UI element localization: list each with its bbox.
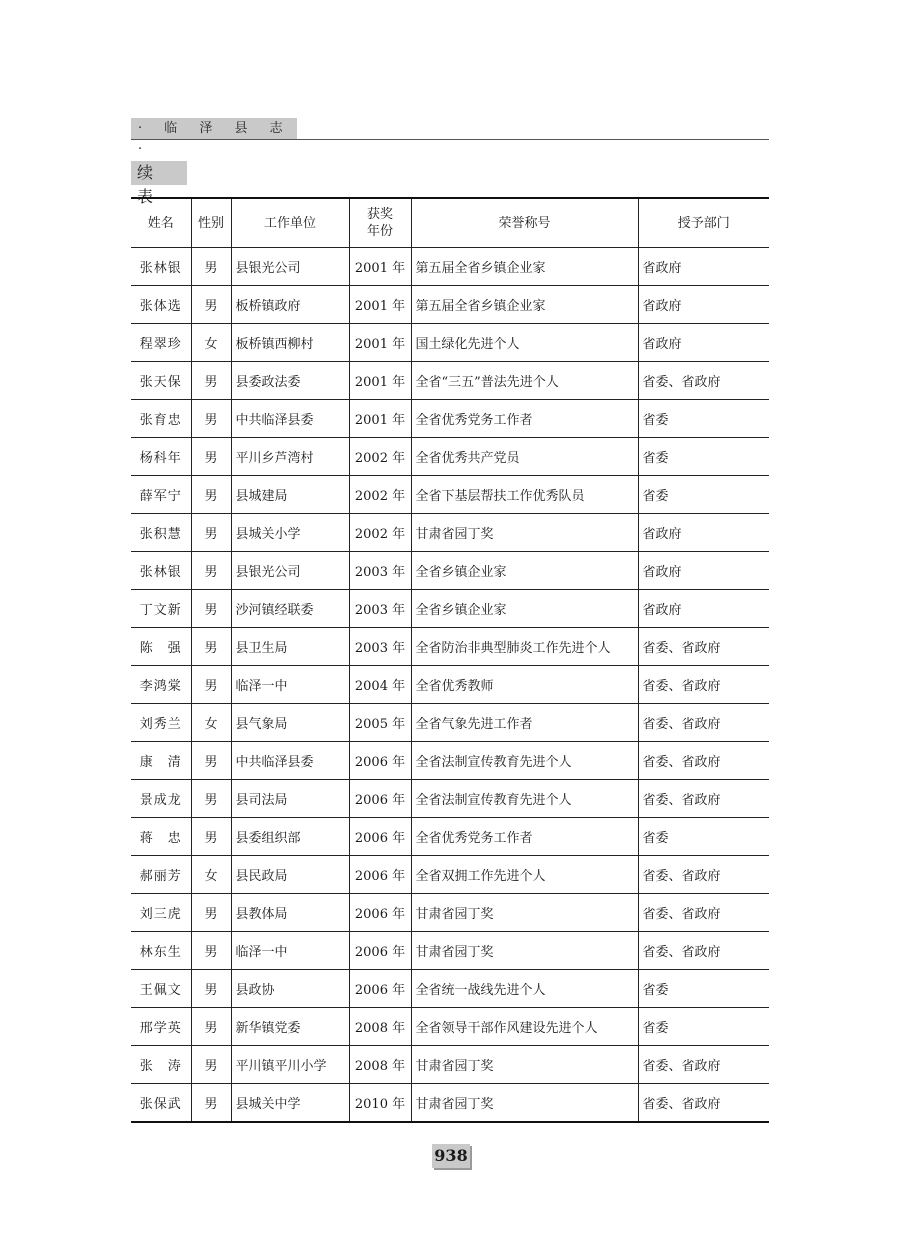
cell-year: 2001 年 bbox=[349, 286, 411, 324]
cell-name: 张体选 bbox=[131, 286, 191, 324]
continued-label: 续 表 bbox=[131, 161, 187, 185]
cell-name: 陈 强 bbox=[131, 628, 191, 666]
cell-sex: 女 bbox=[191, 324, 231, 362]
cell-dept: 省委、省政府 bbox=[638, 704, 769, 742]
cell-unit: 县民政局 bbox=[231, 856, 349, 894]
cell-year: 2003 年 bbox=[349, 628, 411, 666]
cell-title: 全省法制宣传教育先进个人 bbox=[411, 742, 638, 780]
cell-unit: 中共临泽县委 bbox=[231, 400, 349, 438]
table-row bbox=[131, 742, 769, 780]
column-header-dept: 授予部门 bbox=[638, 198, 769, 248]
table-row bbox=[131, 248, 769, 286]
cell-sex: 男 bbox=[191, 1008, 231, 1046]
cell-unit: 县城关小学 bbox=[231, 514, 349, 552]
cell-name: 林东生 bbox=[131, 932, 191, 970]
cell-name: 张林银 bbox=[131, 552, 191, 590]
cell-sex: 男 bbox=[191, 1084, 231, 1123]
cell-name: 刘三虎 bbox=[131, 894, 191, 932]
table-row bbox=[131, 970, 769, 1008]
cell-year: 2001 年 bbox=[349, 248, 411, 286]
cell-title: 第五届全省乡镇企业家 bbox=[411, 248, 638, 286]
cell-dept: 省委、省政府 bbox=[638, 856, 769, 894]
cell-dept: 省政府 bbox=[638, 552, 769, 590]
cell-dept: 省委、省政府 bbox=[638, 894, 769, 932]
cell-unit: 县卫生局 bbox=[231, 628, 349, 666]
cell-unit: 县司法局 bbox=[231, 780, 349, 818]
cell-title: 全省气象先进工作者 bbox=[411, 704, 638, 742]
cell-year: 2001 年 bbox=[349, 362, 411, 400]
cell-dept: 省委 bbox=[638, 1008, 769, 1046]
cell-title: 全省乡镇企业家 bbox=[411, 590, 638, 628]
cell-year: 2006 年 bbox=[349, 856, 411, 894]
table-row bbox=[131, 818, 769, 856]
cell-unit: 县教体局 bbox=[231, 894, 349, 932]
table-row bbox=[131, 704, 769, 742]
cell-sex: 男 bbox=[191, 932, 231, 970]
table-row bbox=[131, 400, 769, 438]
cell-dept: 省政府 bbox=[638, 248, 769, 286]
table-row bbox=[131, 1008, 769, 1046]
cell-unit: 县气象局 bbox=[231, 704, 349, 742]
cell-sex: 女 bbox=[191, 704, 231, 742]
cell-name: 王佩文 bbox=[131, 970, 191, 1008]
cell-name: 蒋 忠 bbox=[131, 818, 191, 856]
table-row bbox=[131, 514, 769, 552]
cell-year: 2001 年 bbox=[349, 324, 411, 362]
cell-name: 邢学英 bbox=[131, 1008, 191, 1046]
cell-unit: 县城关中学 bbox=[231, 1084, 349, 1123]
cell-sex: 男 bbox=[191, 818, 231, 856]
cell-year: 2003 年 bbox=[349, 590, 411, 628]
cell-title: 全省防治非典型肺炎工作先进个人 bbox=[411, 628, 638, 666]
cell-unit: 平川镇平川小学 bbox=[231, 1046, 349, 1084]
table-row bbox=[131, 856, 769, 894]
table-row bbox=[131, 894, 769, 932]
column-header-year-line2: 年份 bbox=[366, 224, 393, 239]
cell-title: 甘肃省园丁奖 bbox=[411, 1046, 638, 1084]
cell-year: 2006 年 bbox=[349, 818, 411, 856]
cell-dept: 省委、省政府 bbox=[638, 742, 769, 780]
cell-dept: 省委 bbox=[638, 970, 769, 1008]
cell-sex: 男 bbox=[191, 590, 231, 628]
table-row bbox=[131, 1046, 769, 1084]
cell-name: 张育忠 bbox=[131, 400, 191, 438]
cell-sex: 男 bbox=[191, 970, 231, 1008]
cell-title: 全省优秀共产党员 bbox=[411, 438, 638, 476]
cell-unit: 县委组织部 bbox=[231, 818, 349, 856]
cell-title: 全省双拥工作先进个人 bbox=[411, 856, 638, 894]
cell-unit: 临泽一中 bbox=[231, 932, 349, 970]
cell-dept: 省委 bbox=[638, 476, 769, 514]
cell-unit: 新华镇党委 bbox=[231, 1008, 349, 1046]
cell-dept: 省委、省政府 bbox=[638, 1046, 769, 1084]
cell-unit: 县委政法委 bbox=[231, 362, 349, 400]
cell-title: 甘肃省园丁奖 bbox=[411, 932, 638, 970]
page-number: 938 bbox=[432, 1144, 470, 1168]
cell-unit: 县银光公司 bbox=[231, 552, 349, 590]
cell-name: 郝丽芳 bbox=[131, 856, 191, 894]
cell-title: 全省优秀党务工作者 bbox=[411, 818, 638, 856]
honors-table bbox=[131, 197, 769, 1123]
table-row bbox=[131, 932, 769, 970]
column-header-sex: 性别 bbox=[191, 198, 231, 248]
table-row bbox=[131, 628, 769, 666]
cell-title: 全省法制宣传教育先进个人 bbox=[411, 780, 638, 818]
table-row bbox=[131, 1084, 769, 1123]
cell-unit: 县政协 bbox=[231, 970, 349, 1008]
table-row bbox=[131, 476, 769, 514]
cell-title: 全省领导干部作风建设先进个人 bbox=[411, 1008, 638, 1046]
cell-sex: 男 bbox=[191, 514, 231, 552]
cell-dept: 省政府 bbox=[638, 286, 769, 324]
cell-title: 全省统一战线先进个人 bbox=[411, 970, 638, 1008]
cell-sex: 男 bbox=[191, 438, 231, 476]
table-row bbox=[131, 438, 769, 476]
cell-sex: 男 bbox=[191, 894, 231, 932]
cell-title: 全省“三五”普法先进个人 bbox=[411, 362, 638, 400]
cell-name: 张天保 bbox=[131, 362, 191, 400]
table-header-row bbox=[131, 198, 769, 248]
cell-year: 2002 年 bbox=[349, 514, 411, 552]
cell-title: 甘肃省园丁奖 bbox=[411, 894, 638, 932]
cell-name: 张 涛 bbox=[131, 1046, 191, 1084]
cell-name: 张积慧 bbox=[131, 514, 191, 552]
cell-dept: 省委、省政府 bbox=[638, 628, 769, 666]
cell-dept: 省委 bbox=[638, 818, 769, 856]
cell-year: 2008 年 bbox=[349, 1008, 411, 1046]
cell-sex: 男 bbox=[191, 400, 231, 438]
header-rule bbox=[131, 139, 769, 140]
cell-dept: 省委、省政府 bbox=[638, 362, 769, 400]
cell-dept: 省委 bbox=[638, 400, 769, 438]
cell-unit: 临泽一中 bbox=[231, 666, 349, 704]
cell-name: 程翠珍 bbox=[131, 324, 191, 362]
cell-sex: 男 bbox=[191, 248, 231, 286]
cell-sex: 女 bbox=[191, 856, 231, 894]
table-row bbox=[131, 780, 769, 818]
cell-year: 2003 年 bbox=[349, 552, 411, 590]
cell-year: 2006 年 bbox=[349, 780, 411, 818]
cell-dept: 省委、省政府 bbox=[638, 1084, 769, 1123]
table-row bbox=[131, 362, 769, 400]
cell-year: 2008 年 bbox=[349, 1046, 411, 1084]
cell-dept: 省委、省政府 bbox=[638, 666, 769, 704]
table-row bbox=[131, 666, 769, 704]
cell-title: 全省优秀党务工作者 bbox=[411, 400, 638, 438]
cell-year: 2004 年 bbox=[349, 666, 411, 704]
cell-title: 全省优秀教师 bbox=[411, 666, 638, 704]
cell-dept: 省委、省政府 bbox=[638, 932, 769, 970]
cell-dept: 省委 bbox=[638, 438, 769, 476]
cell-year: 2010 年 bbox=[349, 1084, 411, 1123]
cell-title: 国土绿化先进个人 bbox=[411, 324, 638, 362]
cell-unit: 县城建局 bbox=[231, 476, 349, 514]
cell-sex: 男 bbox=[191, 666, 231, 704]
running-header: · 临 泽 县 志 · bbox=[131, 118, 297, 139]
column-header-year bbox=[349, 198, 411, 248]
cell-name: 景成龙 bbox=[131, 780, 191, 818]
cell-title: 第五届全省乡镇企业家 bbox=[411, 286, 638, 324]
column-header-name: 姓名 bbox=[131, 198, 191, 248]
cell-unit: 沙河镇经联委 bbox=[231, 590, 349, 628]
cell-unit: 板桥镇西柳村 bbox=[231, 324, 349, 362]
cell-sex: 男 bbox=[191, 628, 231, 666]
cell-name: 张保武 bbox=[131, 1084, 191, 1123]
cell-title: 全省下基层帮扶工作优秀队员 bbox=[411, 476, 638, 514]
cell-sex: 男 bbox=[191, 1046, 231, 1084]
cell-sex: 男 bbox=[191, 780, 231, 818]
table-row bbox=[131, 286, 769, 324]
cell-name: 薛军宁 bbox=[131, 476, 191, 514]
table-row bbox=[131, 552, 769, 590]
cell-year: 2002 年 bbox=[349, 438, 411, 476]
cell-sex: 男 bbox=[191, 742, 231, 780]
table-row bbox=[131, 590, 769, 628]
cell-title: 甘肃省园丁奖 bbox=[411, 514, 638, 552]
cell-year: 2005 年 bbox=[349, 704, 411, 742]
cell-unit: 平川乡芦湾村 bbox=[231, 438, 349, 476]
cell-name: 康 清 bbox=[131, 742, 191, 780]
table-row bbox=[131, 324, 769, 362]
cell-sex: 男 bbox=[191, 362, 231, 400]
cell-title: 甘肃省园丁奖 bbox=[411, 1084, 638, 1123]
cell-unit: 县银光公司 bbox=[231, 248, 349, 286]
cell-name: 张林银 bbox=[131, 248, 191, 286]
column-header-unit: 工作单位 bbox=[231, 198, 349, 248]
cell-year: 2001 年 bbox=[349, 400, 411, 438]
cell-name: 丁文新 bbox=[131, 590, 191, 628]
cell-dept: 省政府 bbox=[638, 324, 769, 362]
cell-year: 2002 年 bbox=[349, 476, 411, 514]
cell-unit: 板桥镇政府 bbox=[231, 286, 349, 324]
cell-name: 杨科年 bbox=[131, 438, 191, 476]
cell-sex: 男 bbox=[191, 552, 231, 590]
cell-name: 李鸿棠 bbox=[131, 666, 191, 704]
cell-title: 全省乡镇企业家 bbox=[411, 552, 638, 590]
column-header-title: 荣誉称号 bbox=[411, 198, 638, 248]
column-header-year-line1: 获奖 bbox=[366, 207, 393, 222]
cell-sex: 男 bbox=[191, 476, 231, 514]
cell-name: 刘秀兰 bbox=[131, 704, 191, 742]
cell-dept: 省政府 bbox=[638, 590, 769, 628]
cell-year: 2006 年 bbox=[349, 932, 411, 970]
cell-unit: 中共临泽县委 bbox=[231, 742, 349, 780]
cell-sex: 男 bbox=[191, 286, 231, 324]
cell-dept: 省政府 bbox=[638, 514, 769, 552]
cell-year: 2006 年 bbox=[349, 970, 411, 1008]
cell-dept: 省委、省政府 bbox=[638, 780, 769, 818]
cell-year: 2006 年 bbox=[349, 894, 411, 932]
cell-year: 2006 年 bbox=[349, 742, 411, 780]
